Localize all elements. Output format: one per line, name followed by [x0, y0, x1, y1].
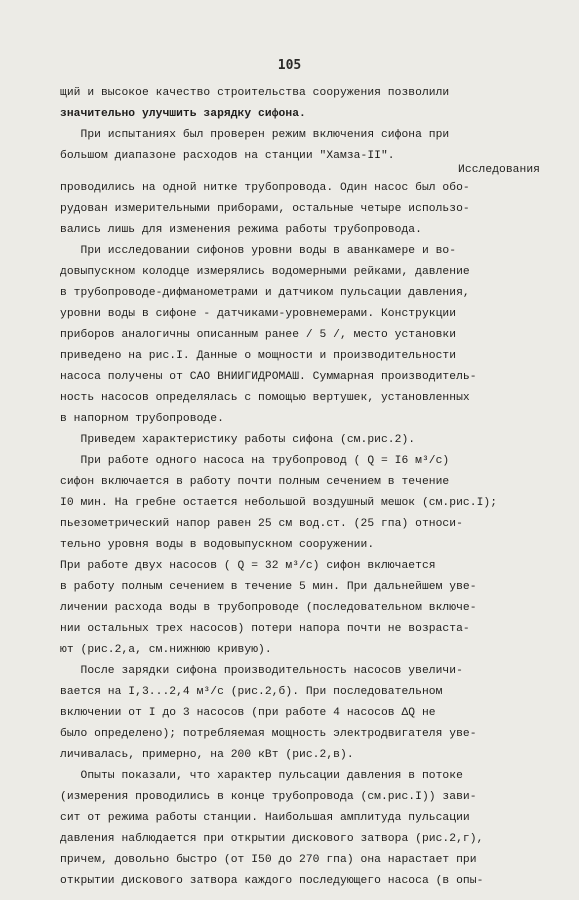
text-line: личении расхода воды в трубопроводе (последовательном включе-: [60, 602, 477, 614]
text-line: открытии дискового затвора каждого последующего насоса (в опы-: [60, 875, 484, 887]
text-line: давления наблюдается при открытии дискового затвора (рис.2,г),: [60, 833, 484, 845]
text-line: вается на I,3...2,4 м³/с (рис.2,б). При последовательном: [60, 686, 443, 698]
text-line: большом диапазоне расходов на станции "Хамза-II".: [60, 150, 395, 162]
text-line: тельно уровня воды в водовыпускном сооружении.: [60, 539, 375, 551]
text-line: Опыты показали, что характер пульсации давления в потоке: [60, 770, 463, 782]
text-line: щий и высокое качество строительства сооружения позволили: [60, 87, 450, 99]
text-line: приведено на рис.I. Данные о мощности и производительности: [60, 350, 457, 362]
text-line: I0 мин. На гребне остается небольшой воздушный мешок (см.рис.I);: [60, 497, 498, 509]
text-line: уровни воды в сифоне - датчиками-уровнемерами. Конструкции: [60, 308, 457, 320]
text-line: насоса получены от САО ВНИИГИДРОМАШ. Суммарная производитель-: [60, 371, 477, 383]
text-line: пьезометрический напор равен 25 см вод.ст. (25 гпа) относи-: [60, 518, 463, 530]
text-line: После зарядки сифона производительность насосов увеличи-: [60, 665, 463, 677]
page-number: 105: [277, 58, 302, 73]
text-line: При работе двух насосов ( Q = 32 м³/с) сифон включается: [60, 560, 436, 572]
text-line: нии остальных трех насосов) потери напора почти не возраста-: [60, 623, 470, 635]
text-line: сифон включается в работу почти полным сечением в течение: [60, 476, 450, 488]
text-line: было определено); потребляемая мощность электродвигателя уве-: [60, 728, 477, 740]
text-line: Исследования: [458, 164, 540, 176]
text-line: личивалась, примерно, на 200 кВт (рис.2,в).: [60, 749, 354, 761]
text-line: приборов аналогичны описанным ранее / 5 /, место установки: [60, 329, 457, 341]
document-body: [60, 83, 560, 892]
text-line: рудован измерительными приборами, остальные четыре использо-: [60, 203, 470, 215]
text-line: проводились на одной нитке трубопровода. Один насос был обо-: [60, 182, 470, 194]
text-line: При работе одного насоса на трубопровод ( Q = I6 м³/с): [60, 455, 450, 467]
text-line: причем, довольно быстро (от I50 до 270 гпа) она нарастает при: [60, 854, 477, 866]
text-line: в трубопроводе-дифманометрами и датчиком пульсации давления,: [60, 287, 470, 299]
text-line: При испытаниях был проверен режим включения сифона при: [60, 129, 450, 141]
text-line: в напорном трубопроводе.: [60, 413, 224, 425]
text-line: сит от режима работы станции. Наибольшая амплитуда пульсации: [60, 812, 470, 824]
text-line: значительно улучшить зарядку сифона.: [60, 108, 306, 120]
text-line: включении от I до 3 насосов (при работе 4 насосов ΔQ не: [60, 707, 436, 719]
text-line: При исследовании сифонов уровни воды в аванкамере и во-: [60, 245, 457, 257]
text-line: Приведем характеристику работы сифона (см.рис.2).: [60, 434, 416, 446]
text-line: ность насосов определялась с помощью вертушек, установленных: [60, 392, 470, 404]
text-line: в работу полным сечением в течение 5 мин. При дальнейшем уве-: [60, 581, 477, 593]
text-line: (измерения проводились в конце трубопровода (см.рис.I)) зави-: [60, 791, 477, 803]
text-line: ют (рис.2,а, см.нижнюю кривую).: [60, 644, 272, 656]
text-line: довыпускном колодце измерялись водомерными рейками, давление: [60, 266, 470, 278]
text-line: вались лишь для изменения режима работы трубопровода.: [60, 224, 422, 236]
